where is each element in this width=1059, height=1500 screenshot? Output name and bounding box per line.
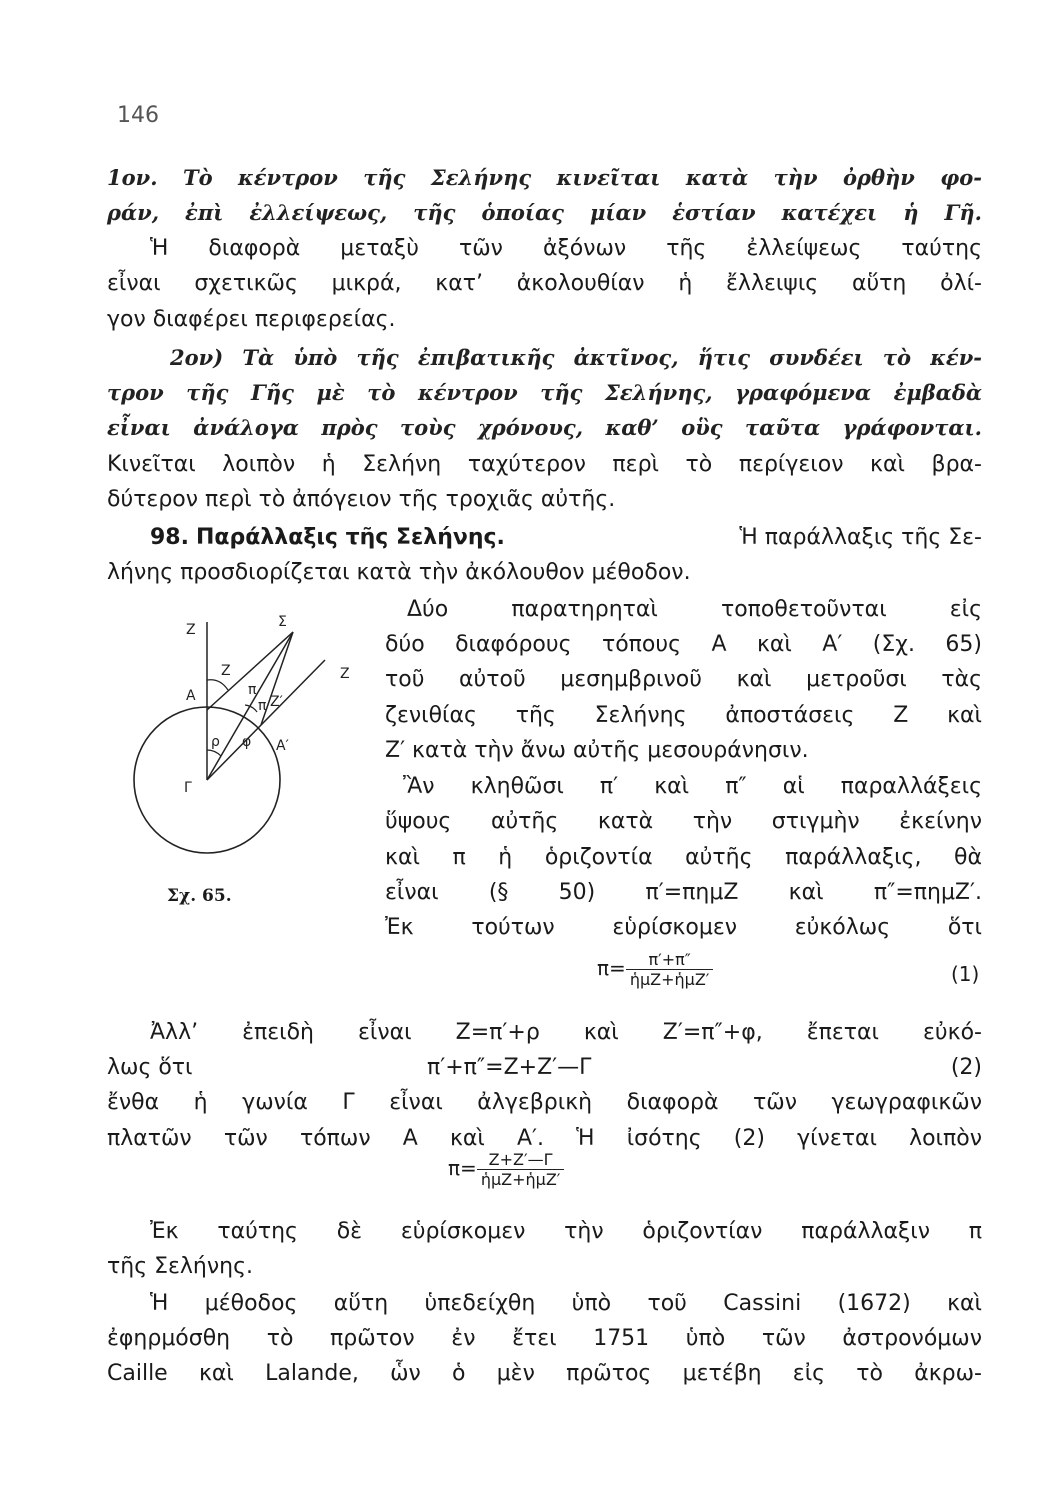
eq1-numerator: π′+π″ (648, 950, 691, 969)
p3-line-3: ἔνθα ἡ γωνία Γ εἶναι ἀλγεβρικὴ διαφορὰ τῶν γεωγραφικῶν (107, 1090, 982, 1115)
label-pi: π (248, 682, 257, 698)
eq1-lhs: π= (597, 956, 626, 980)
p4-line-1: Ἐκ ταύτης δὲ εὑρίσκομεν τὴν ὁριζοντίαν παράλλαξιν π (150, 1219, 982, 1244)
section-heading-line (150, 522, 982, 554)
section-line-2: λήνης προσδιορίζεται κατὰ τὴν ἀκόλουθον μέθοδον. (107, 560, 691, 585)
narrow-line-5: Ζ′ κατὰ τὴν ἄνω αὐτῆς μεσουράνησιν. (385, 738, 809, 763)
p3-line-4: πλατῶν τῶν τόπων Α καὶ Α′. Ἡ ἰσότης (2) γίνεται λοιπὸν (107, 1126, 982, 1151)
label-phi: φ (242, 734, 252, 750)
eq1-fraction (626, 950, 714, 989)
label-pi-prime: π (258, 698, 267, 714)
section-line-1-rest: Ἡ παράλλαξις τῆς Σε- (739, 525, 982, 550)
p5-line-2: ἐφηρμόσθη τὸ πρῶτον ἐν ἔτει 1751 ὑπὸ τῶν ἀστρονόμων (107, 1326, 982, 1351)
label-a-prime: A′ (276, 738, 289, 754)
equation-2: π′+π″=Ζ+Ζ′—Γ (427, 1055, 592, 1080)
narrow-line-10: Ἐκ τούτων εὑρίσκομεν εὐκόλως ὅτι (385, 915, 982, 940)
label-z-inner: Z (221, 663, 231, 679)
p5-line-3: Caille καὶ Lalande, ὧν ὁ μὲν πρῶτος μετέβη εἰς τὸ ἀκρω- (107, 1361, 982, 1386)
label-sigma: Σ (278, 614, 287, 630)
narrow-line-8: καὶ π ἡ ὁριζοντία αὐτῆς παράλλαξις, θὰ (385, 845, 982, 870)
eq1-number: (1) (951, 962, 980, 986)
p5-line-1: Ἡ μέθοδος αὕτη ὑπεδείχθη ὑπὸ τοῦ Cassini (1672) καὶ (150, 1291, 982, 1316)
angle-arc-z (207, 680, 228, 690)
figure-caption: Σχ. 65. (167, 886, 232, 906)
figure-65-diagram (120, 600, 370, 880)
narrow-line-2: δύο διαφόρους τόπους Α καὶ Α′ (Σχ. 65) (385, 632, 982, 657)
eq3-lhs: π= (448, 1156, 477, 1180)
p2-line-1: 2ον) Τὰ ὑπὸ τῆς ἐπιβατικῆς ἀκτῖνος, ἥτις συνδέει τὸ κέν- (170, 345, 982, 370)
equation-3 (448, 1150, 564, 1189)
p2-line-4: Κινεῖται λοιπὸν ἡ Σελήνη ταχύτερον περὶ τὸ περίγειον καὶ βρα- (107, 452, 982, 477)
p2-line-2: τρον τῆς Γῆς μὲ τὸ κέντρον τῆς Σελήνης, γραφόμενα ἐμβαδὰ (107, 380, 982, 405)
label-z-top: Z (186, 622, 196, 638)
p4-line-2: τῆς Σελήνης. (107, 1254, 253, 1279)
narrow-line-4: ζενιθίας τῆς Σελήνης ἀποστάσεις Ζ καὶ (385, 703, 982, 728)
p2-line-5: δύτερον περὶ τὸ ἀπόγειον τῆς τροχιᾶς αὐτῆς. (107, 487, 616, 512)
equation-1 (597, 950, 713, 989)
eq2-number: (2) (950, 1055, 982, 1080)
narrow-line-1: Δύο παρατηρηταὶ τοποθετοῦνται εἰς (407, 597, 982, 622)
label-rho: ρ (211, 734, 220, 750)
eq3-numerator: Ζ+Ζ′—Γ (488, 1150, 553, 1169)
label-z-prime: Z′ (270, 694, 283, 710)
p1-line-1: 1ον. Τὸ κέντρον τῆς Σελήνης κινεῖται κατὰ τὴν ὀρθὴν φο- (107, 165, 982, 190)
p1-line-5: γον διαφέρει περιφερείας. (107, 307, 396, 332)
p1-line-4: εἶναι σχετικῶς μικρά, κατ’ ἀκολουθίαν ἡ ἔλλειψις αὕτη ὀλί- (107, 271, 982, 296)
p1-line-3: Ἡ διαφορὰ μεταξὺ τῶν ἀξόνων τῆς ἐλλείψεως ταύτης (150, 236, 982, 261)
section-number: 98. (150, 525, 189, 550)
p2-line-3: εἶναι ἀνάλογα πρὸς τοὺς χρόνους, καθ’ οὓς ταῦτα γράφονται. (107, 415, 982, 440)
label-a: A (186, 688, 196, 704)
p3-line-1: Ἀλλ’ ἐπειδὴ εἶναι Ζ=π′+ρ καὶ Ζ′=π″+φ, ἔπεται εὐκό- (150, 1020, 982, 1045)
eq1-denominator: ἡμΖ+ἡμΖ′ (626, 969, 714, 989)
page-number: 146 (117, 103, 159, 128)
narrow-line-7: ὕψους αὐτῆς κατὰ τὴν στιγμὴν ἐκείνην (385, 809, 982, 834)
p3-line-2-start: λως ὅτι (107, 1055, 193, 1080)
narrow-line-6: Ἂν κληθῶσι π′ καὶ π″ αἱ παραλλάξεις (403, 774, 982, 799)
p3-line-2 (107, 1052, 982, 1084)
eq3-fraction (477, 1150, 565, 1189)
label-gamma: Γ (184, 780, 192, 796)
section-title: Παράλλαξις τῆς Σελήνης. (195, 525, 505, 550)
angle-arc-rho (207, 750, 221, 756)
narrow-line-3: τοῦ αὐτοῦ μεσημβρινοῦ καὶ μετροῦσι τὰς (385, 667, 982, 692)
p1-line-2: ράν, ἐπὶ ἐλλείψεως, τῆς ὁποίας μίαν ἑστίαν κατέχει ἡ Γῆ. (107, 200, 982, 225)
label-z-right: Z (340, 666, 350, 682)
eq3-denominator: ἡμΖ+ἡμΖ′ (477, 1169, 565, 1189)
narrow-line-9: εἶναι (§ 50) π′=πημΖ καὶ π″=πημΖ′. (385, 880, 982, 905)
